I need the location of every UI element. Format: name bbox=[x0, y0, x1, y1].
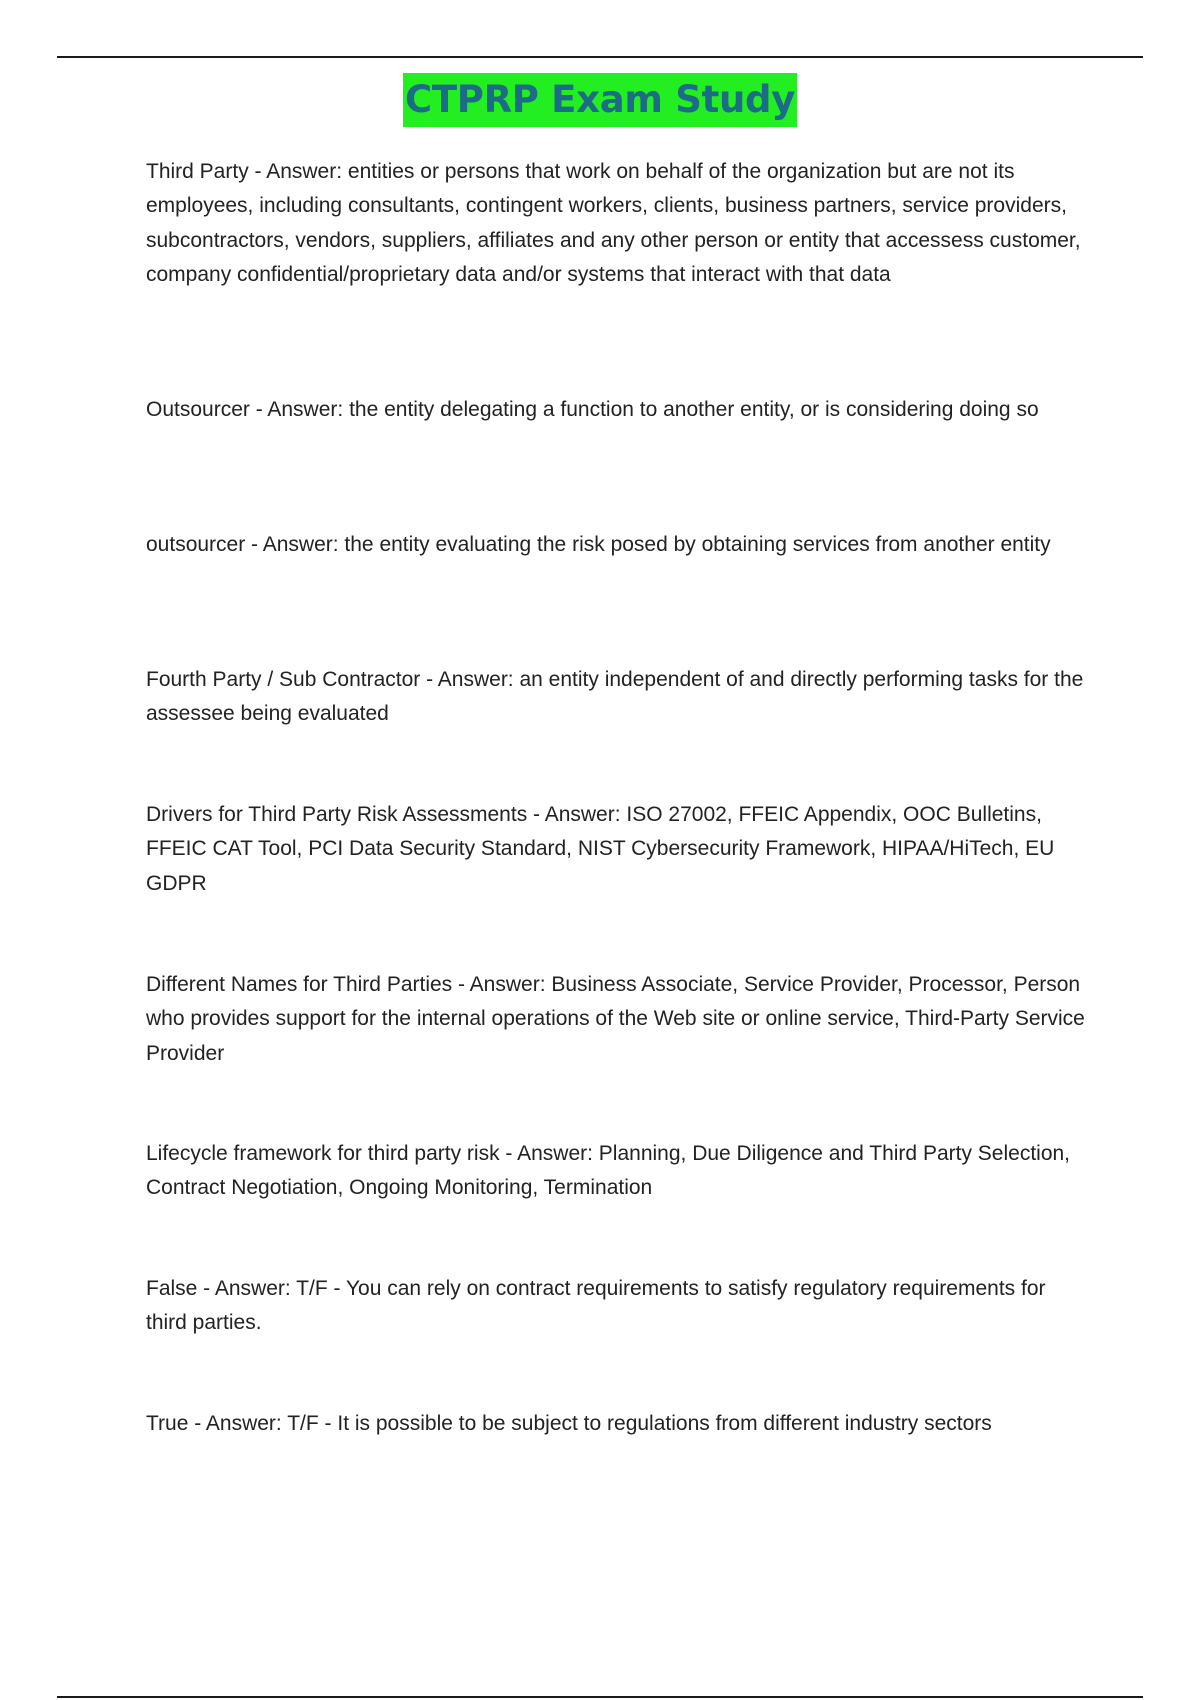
entry-drivers: Drivers for Third Party Risk Assessments - Answer: ISO 27002, FFEIC Appendix, OOC Bulletins, FFEIC CAT Tool, PCI Data Security Standard, NIST Cybersecurity Framework, HIPAA/HiTech, EU GDPR bbox=[146, 803, 1055, 895]
entry-false: False - Answer: T/F - You can rely on contract requirements to satisfy regulatory requirements for third parties. bbox=[146, 1277, 1046, 1335]
entry-different-names: Different Names for Third Parties - Answer: Business Associate, Service Provider, Processor, Person who provides support for the internal operations of the Web site or online service, Third-Party Service Provider bbox=[146, 973, 1085, 1065]
entry-true: True - Answer: T/F - It is possible to be subject to regulations from different industry sectors bbox=[146, 1412, 992, 1435]
top-rule bbox=[57, 56, 1143, 58]
entry-outsourcer-1: Outsourcer - Answer: the entity delegating a function to another entity, or is considering doing so bbox=[146, 398, 1039, 421]
entry-fourth-party: Fourth Party / Sub Contractor - Answer: an entity independent of and directly performing tasks for the assessee being evaluated bbox=[146, 668, 1084, 726]
title-container bbox=[0, 73, 1200, 127]
entry-third-party: Third Party - Answer: entities or persons that work on behalf of the organization but are not its employees, including consultants, contingent workers, clients, business partners, service providers, subcontractors, vendors, suppliers, affiliates and any other person or entity that accessess customer, company confidential/proprietary data and/or systems that interact with that data bbox=[146, 160, 1081, 286]
document-title: CTPRP Exam Study bbox=[403, 73, 797, 127]
entry-lifecycle: Lifecycle framework for third party risk - Answer: Planning, Due Diligence and Third Party Selection, Contract Negotiation, Ongoing Monitoring, Termination bbox=[146, 1142, 1071, 1200]
entry-outsourcer-2: outsourcer - Answer: the entity evaluating the risk posed by obtaining services from another entity bbox=[146, 533, 1051, 556]
bottom-rule bbox=[57, 1696, 1143, 1698]
